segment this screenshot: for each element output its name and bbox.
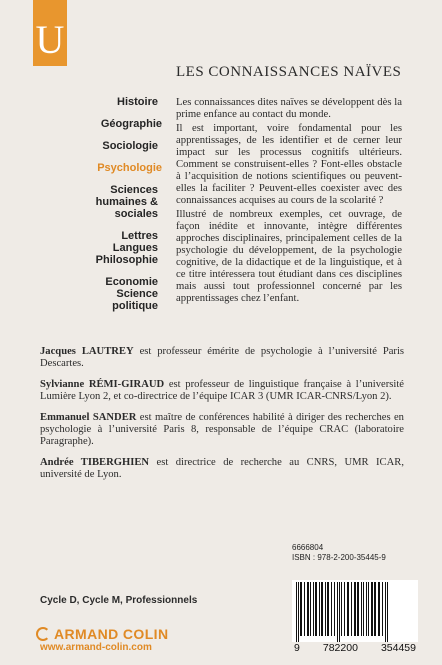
discipline-item-active: Psychologie (97, 162, 162, 174)
author-bio (40, 346, 404, 371)
discipline-list (90, 96, 162, 322)
barcode-bar (374, 582, 376, 636)
barcode-bar (310, 582, 311, 636)
barcode-bar (313, 582, 314, 636)
author-bio-text: est professeur émérite de psychologie à l’université Paris Descartes. (40, 346, 405, 370)
barcode-bar (361, 582, 362, 636)
author-bio-text: est maître de conférences habilité à diriger des recherches en psychologie à l’université Paris 8, responsable de l’équipe CRAC (laboratoire Paragraphe). (40, 411, 404, 448)
author-bio-text: est directrice de recherche au CNRS, UMR ICAR, université de Lyon. (40, 456, 404, 481)
barcode-bar (304, 582, 305, 636)
internal-code: 6666804 (292, 543, 324, 552)
author-name: Emmanuel SANDER (40, 411, 137, 423)
barcode-bar (341, 582, 342, 636)
description-paragraph: Il est important, voire fondamental pour les apprentissages, de les identifier et de cerner leur impact sur les processus cognitifs ultérieurs. Comment se construisent-elles ? Font-elles obstacle à l’acquisition de notions scientifiques ou peuvent-elles la faciliter ? Peuvent-elles coexister avec des connaissances acquises au cours de la scolarité ? (176, 122, 402, 206)
barcode-digit-group: 782200 (322, 642, 358, 654)
barcode-bar (307, 582, 309, 636)
barcode-bar (327, 582, 329, 636)
discipline-item: Géographie (100, 118, 162, 130)
collection-logo-letter: U (35, 17, 65, 62)
description-paragraph: Illustré de nombreux exemples, cet ouvrage, de façon inédite et innovante, intègre différentes approches disciplinaires, principalement celles de la psychologie du développement, de la psychologie cognitive, de la didactique et de la linguistique, et à ce titre intéressera tout étudiant dans ces disciplines mais aussi tout professionnel concerné par les apprentissages chez l’enfant. (176, 208, 402, 304)
barcode-bar (354, 582, 356, 636)
barcode-bar (371, 582, 373, 636)
author-name: Jacques LAUTREY (40, 346, 134, 357)
product-codes (292, 543, 416, 563)
barcode (292, 580, 418, 642)
author-bios (40, 346, 404, 490)
barcode-bar (331, 582, 332, 636)
barcode-bar (321, 582, 323, 636)
discipline-item: Sciences humaines & sociales (95, 184, 158, 220)
barcode-bar (387, 582, 388, 642)
barcode-bar (339, 582, 340, 642)
barcode-digit-group: 9 (294, 642, 300, 654)
author-bio (40, 457, 404, 482)
barcode-bar (357, 582, 359, 636)
author-bio (40, 412, 404, 449)
barcode-bar (337, 582, 338, 642)
author-name: Sylvianne RÉMI-GIRAUD (40, 378, 165, 390)
barcode-bar (319, 582, 320, 636)
barcode-digits (292, 642, 418, 654)
book-title: LES CONNAISSANCES NAÏVES (176, 64, 402, 80)
barcode-bar (347, 582, 349, 636)
barcode-bar (315, 582, 317, 636)
book-description (176, 96, 402, 306)
barcode-bar (382, 582, 383, 636)
barcode-graphic (292, 580, 418, 642)
collection-logo (33, 0, 67, 66)
author-bio (40, 379, 404, 404)
barcode-bar (351, 582, 352, 636)
publisher-logo (36, 626, 196, 653)
barcode-bar (300, 582, 302, 636)
discipline-item: Histoire (117, 96, 158, 108)
author-bio-text: est professeur de linguistique française à l’université Lumière Lyon 2, et co-directrice de l’équipe ICAR 3 (UMR ICAR-CNRS/Lyon 2). (40, 378, 404, 403)
audience-levels: Cycle D, Cycle M, Professionnels (40, 595, 198, 606)
publisher-url[interactable]: www.armand-colin.com (40, 642, 152, 653)
discipline-item: Economie Science politique (105, 276, 158, 312)
barcode-digit-group: 354459 (380, 642, 416, 654)
publisher-name: ARMAND COLIN (54, 626, 169, 642)
barcode-bar (378, 582, 380, 636)
description-paragraph: Les connaissances dites naïves se développent dès la prime enfance au contact du monde. (176, 96, 402, 120)
author-name: Andrée TIBERGHIEN (40, 456, 150, 468)
discipline-item: Lettres Langues Philosophie (95, 230, 158, 266)
barcode-bar (366, 582, 367, 636)
discipline-item: Sociologie (102, 140, 158, 152)
barcode-bar (296, 582, 297, 642)
barcode-bar (334, 582, 335, 636)
barcode-bar (368, 582, 369, 636)
barcode-bar (363, 582, 364, 636)
isbn-text: ISBN : 978-2-200-35445-9 (292, 553, 386, 562)
barcode-bar (325, 582, 326, 636)
barcode-bar (385, 582, 386, 642)
barcode-bar (344, 582, 345, 636)
publisher-mark-icon (36, 627, 50, 641)
barcode-bar (298, 582, 299, 642)
